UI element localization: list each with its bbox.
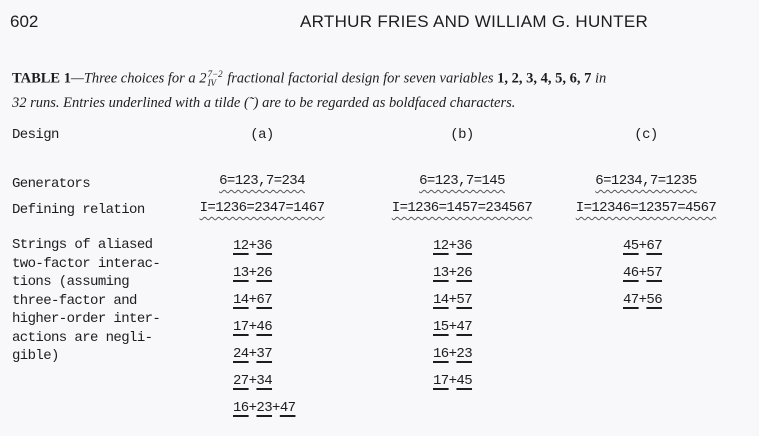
interaction-term: 57	[646, 265, 663, 281]
table-caption-line-1	[12, 70, 606, 88]
interaction-term: 46	[256, 319, 273, 335]
design-label: (c)	[634, 127, 658, 143]
caption-exponent	[208, 70, 223, 88]
caption-text: in	[591, 70, 607, 87]
design-label: (a)	[250, 127, 274, 143]
aliased-string	[433, 291, 472, 318]
interaction-term: 17	[233, 319, 249, 335]
interaction-term: 34	[256, 373, 273, 389]
row-label-line: tions (assuming	[12, 274, 130, 290]
aliased-string	[233, 372, 295, 399]
row-label-line: higher-order inter-	[12, 311, 161, 327]
design-label: (b)	[450, 127, 474, 143]
table-label: TABLE 1	[12, 70, 71, 87]
interaction-term: 24	[233, 346, 249, 362]
aliased-strings-column	[623, 237, 662, 318]
aliased-string	[433, 345, 472, 372]
interaction-term: 57	[456, 292, 473, 308]
plus-sign: +	[448, 319, 457, 335]
plus-sign: +	[448, 373, 457, 389]
caption-sup: 7−2	[207, 69, 223, 79]
plus-sign: +	[248, 292, 257, 308]
interaction-term: 12	[233, 238, 249, 254]
aliased-string	[233, 318, 295, 345]
generators-value: 6=123,7=234	[219, 173, 305, 189]
aliased-string	[233, 264, 295, 291]
aliased-string	[623, 264, 662, 291]
defining-relation-value: I=1236=1457=234567	[391, 200, 533, 216]
plus-sign: +	[248, 265, 257, 281]
row-label-defining-relation: Defining relation	[12, 202, 145, 218]
caption-text: —Three choices for a 2	[70, 70, 207, 87]
caption-text: fractional factorial design for seven variables	[223, 70, 498, 87]
aliased-string	[623, 237, 662, 264]
plus-sign: +	[448, 265, 457, 281]
page-number: 602	[10, 12, 39, 31]
running-head: ARTHUR FRIES AND WILLIAM G. HUNTER	[300, 12, 649, 31]
interaction-term: 14	[433, 292, 449, 308]
generators-value: 6=123,7=145	[419, 173, 505, 189]
caption-sub: IV	[207, 78, 217, 88]
row-label-line: Strings of aliased	[12, 237, 153, 253]
plus-sign: +	[248, 373, 257, 389]
defining-relation-value: I=1236=2347=1467	[199, 200, 325, 216]
interaction-term: 15	[433, 319, 449, 335]
aliased-string	[233, 237, 295, 264]
aliased-string	[233, 399, 295, 426]
plus-sign: +	[248, 346, 257, 362]
plus-sign: +	[272, 400, 280, 416]
row-label-strings	[12, 236, 160, 366]
interaction-term: 27	[233, 373, 249, 389]
interaction-term: 47	[623, 292, 639, 308]
aliased-string	[233, 345, 295, 372]
interaction-term: 37	[256, 346, 273, 362]
interaction-term: 13	[233, 265, 249, 281]
interaction-term: 67	[646, 238, 663, 254]
aliased-strings-column	[233, 237, 295, 426]
aliased-string	[623, 291, 662, 318]
aliased-string	[433, 372, 472, 399]
plus-sign: +	[448, 292, 457, 308]
interaction-term: 47	[279, 400, 296, 416]
interaction-term: 36	[256, 238, 273, 254]
interaction-term: 23	[456, 346, 473, 362]
plus-sign: +	[448, 346, 457, 362]
caption-vars: 1, 2, 3, 4, 5, 6, 7	[497, 70, 592, 87]
row-label-line: gible)	[12, 348, 59, 364]
aliased-string	[433, 318, 472, 345]
interaction-term: 14	[233, 292, 249, 308]
interaction-term: 26	[256, 265, 273, 281]
aliased-strings-column	[433, 237, 472, 399]
generators-value: 6=1234,7=1235	[595, 173, 697, 189]
plus-sign: +	[448, 238, 457, 254]
interaction-term: 26	[456, 265, 473, 281]
interaction-term: 45	[623, 238, 639, 254]
aliased-string	[433, 264, 472, 291]
row-label-line: three-factor and	[12, 292, 137, 309]
interaction-term: 45	[456, 373, 473, 389]
interaction-term: 13	[433, 265, 449, 281]
row-label-design: Design	[12, 127, 59, 143]
row-label-line: two-factor interac-	[12, 255, 161, 272]
interaction-term: 56	[646, 292, 663, 308]
plus-sign: +	[638, 292, 647, 308]
aliased-string	[433, 237, 472, 264]
table-caption-line-2: 32 runs. Entries underlined with a tilde (˜) are to be regarded as boldfaced characters.	[12, 95, 516, 111]
interaction-term: 16	[233, 400, 249, 416]
interaction-term: 36	[456, 238, 473, 254]
interaction-term: 47	[456, 319, 473, 335]
interaction-term: 46	[623, 265, 639, 281]
interaction-term: 12	[433, 238, 449, 254]
plus-sign: +	[248, 319, 257, 335]
interaction-term: 67	[256, 292, 273, 308]
interaction-term: 23	[256, 400, 273, 416]
interaction-term: 17	[433, 373, 449, 389]
plus-sign: +	[248, 400, 257, 416]
defining-relation-value: I=12346=12357=4567	[575, 200, 717, 216]
aliased-string	[233, 291, 295, 318]
row-label-line: actions are negli-	[12, 329, 153, 346]
row-label-generators: Generators	[12, 176, 91, 192]
plus-sign: +	[638, 238, 647, 254]
plus-sign: +	[248, 238, 257, 254]
plus-sign: +	[638, 265, 647, 281]
interaction-term: 16	[433, 346, 449, 362]
